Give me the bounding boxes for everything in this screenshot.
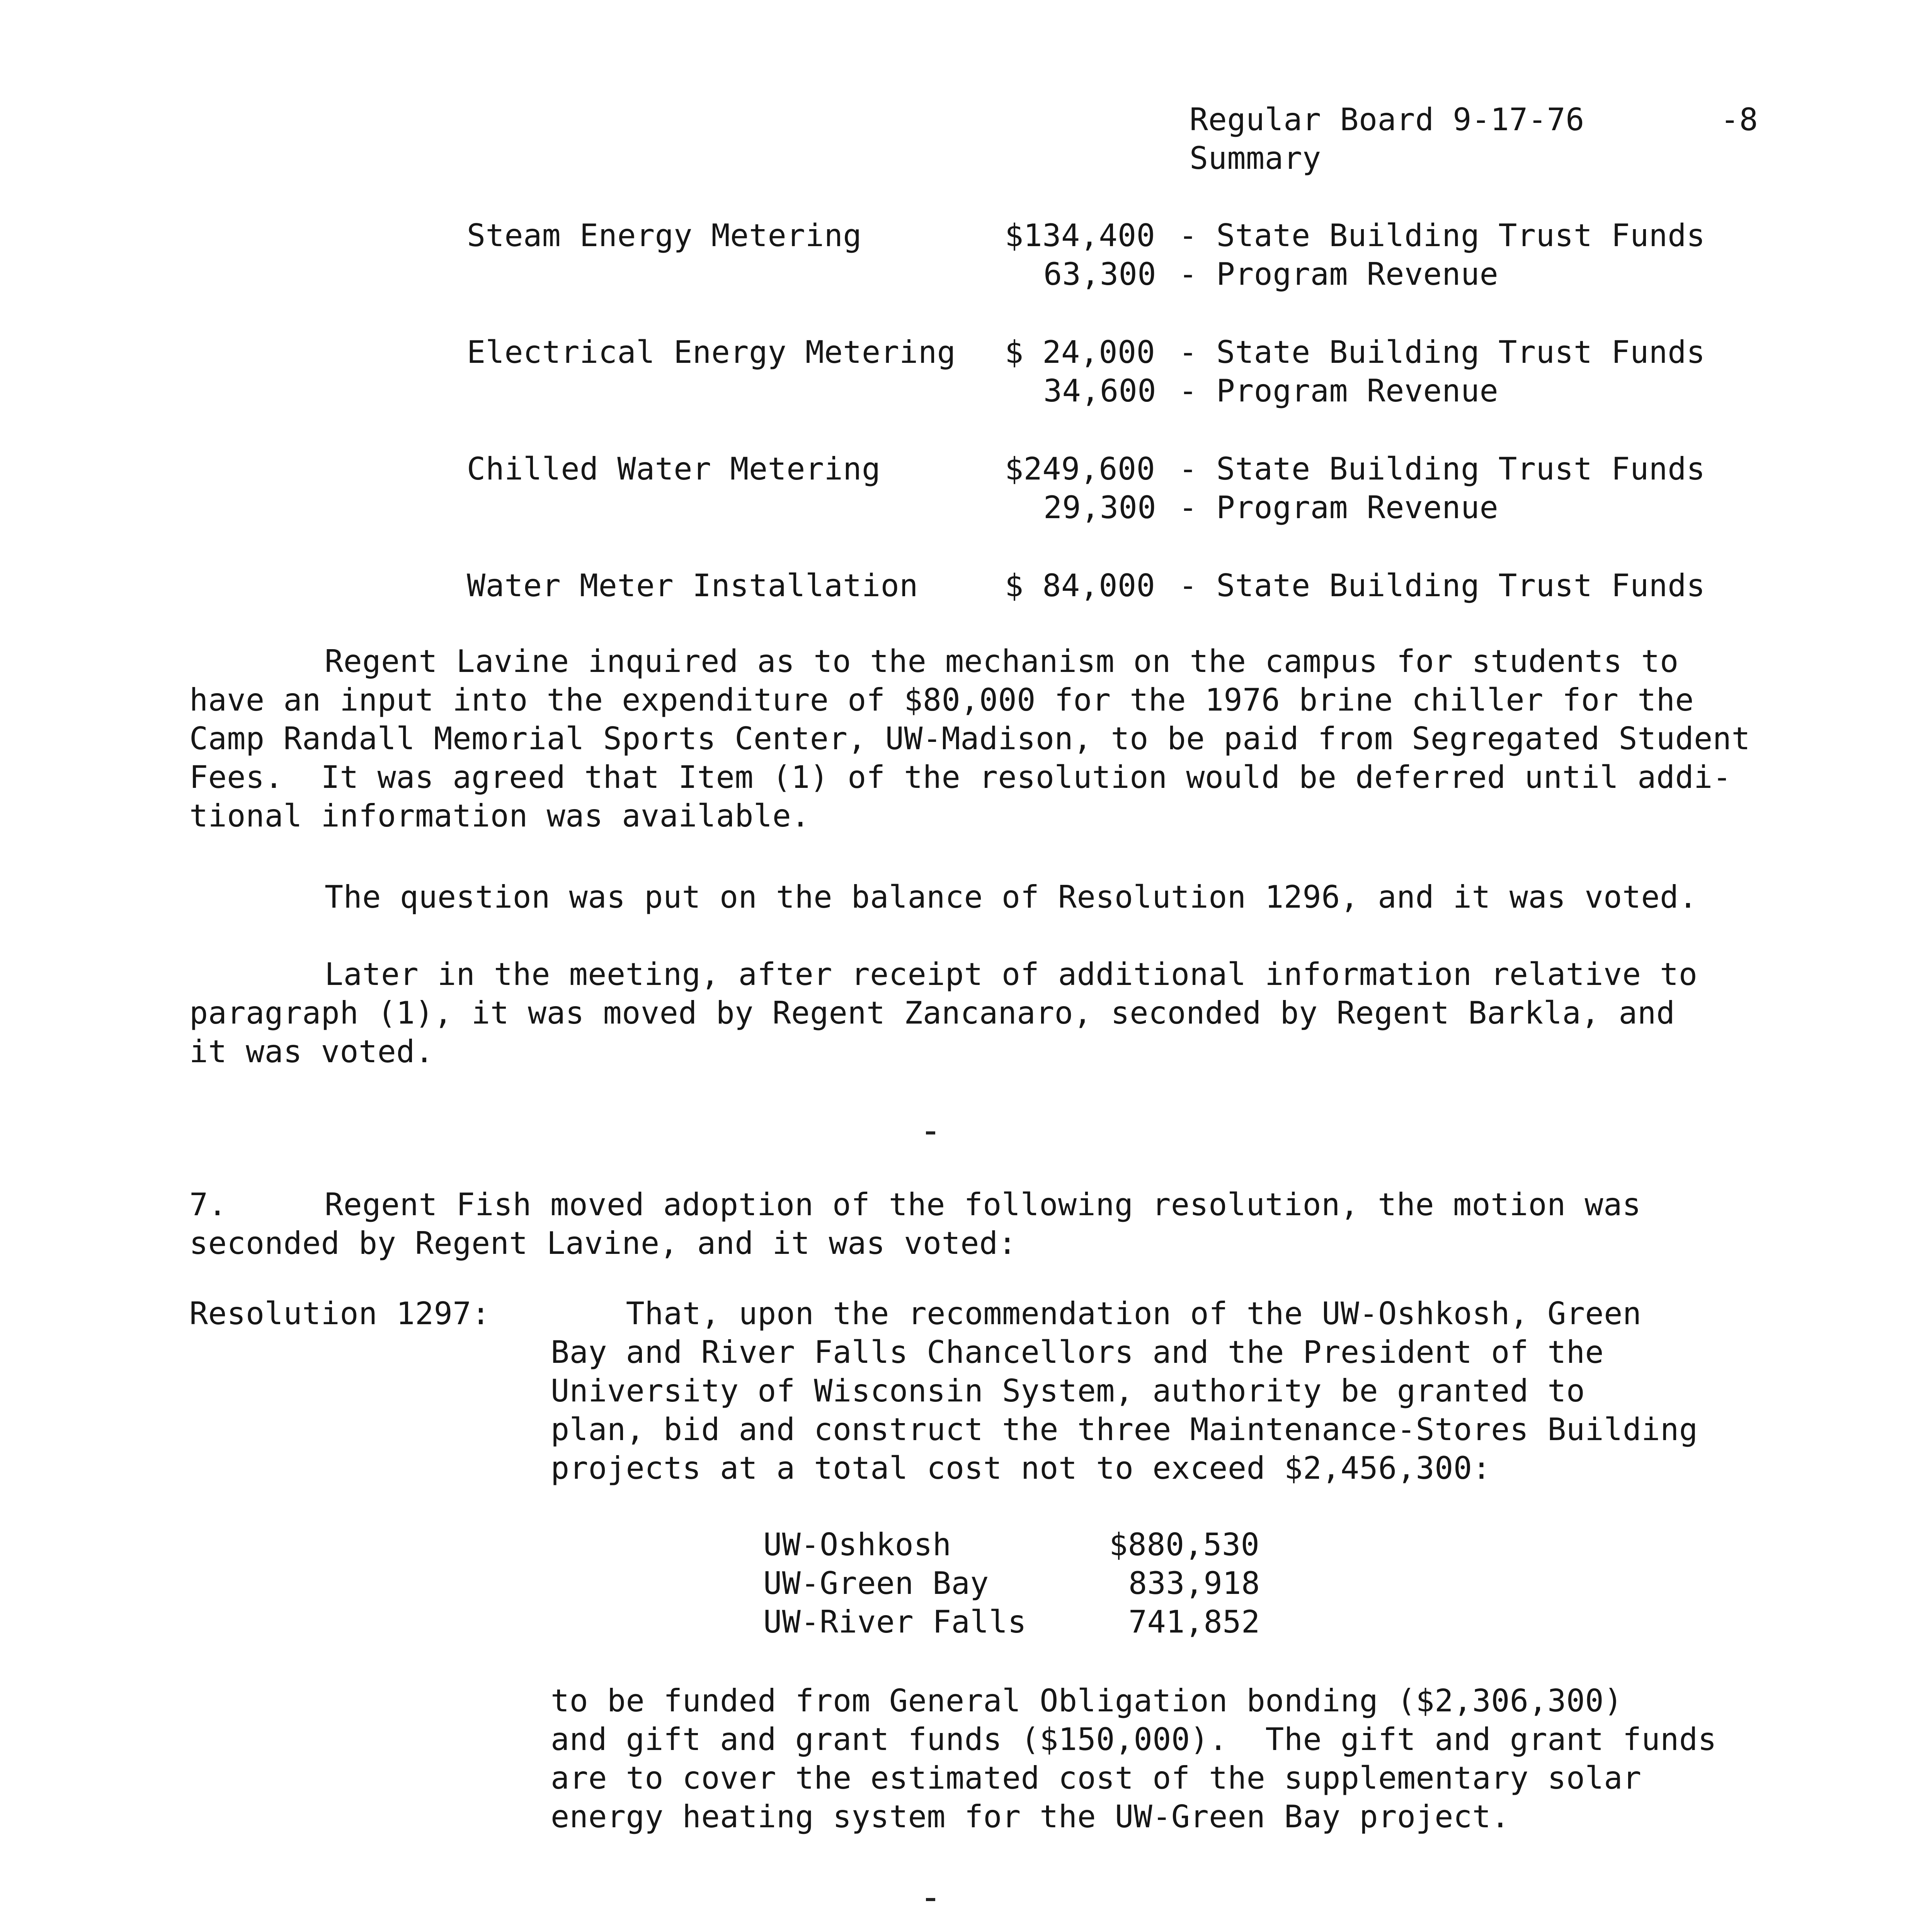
header-subtitle: Summary <box>1190 140 1321 176</box>
resolution-line: projects at a total cost not to exceed $2,456,300: <box>551 1450 1491 1486</box>
amount: $134,400 <box>1005 218 1156 253</box>
funding-text-line: energy heating system for the UW-Green Bay project. <box>551 1799 1510 1835</box>
funding-text-line: and gift and grant funds ($150,000). The gift and grant funds <box>551 1721 1717 1757</box>
funding-text-line: are to cover the estimated cost of the supplementary solar <box>551 1760 1642 1796</box>
funding-source: - State Building Trust Funds <box>1179 451 1705 487</box>
funding-source: - State Building Trust Funds <box>1179 568 1705 604</box>
project-name: Steam Energy Metering <box>467 218 862 253</box>
amount: $ 84,000 <box>1005 568 1156 604</box>
header-page-number: -8 <box>1720 102 1758 138</box>
paragraph-line: Regent Lavine inquired as to the mechanism on the campus for students to <box>325 643 1679 679</box>
item-intro-line: Regent Fish moved adoption of the following resolution, the motion was <box>325 1187 1641 1223</box>
project-name: Water Meter Installation <box>467 568 918 604</box>
resolution-label: Resolution 1297: <box>189 1296 490 1332</box>
campus-name: UW-Oshkosh <box>763 1527 951 1563</box>
paragraph-line: Camp Randall Memorial Sports Center, UW-Madison, to be paid from Segregated Student <box>189 721 1751 757</box>
funding-source: - Program Revenue <box>1179 373 1499 409</box>
paragraph-line: tional information was available. <box>189 798 810 834</box>
item-intro-line: seconded by Regent Lavine, and it was voted: <box>189 1225 1017 1261</box>
paragraph-line: it was voted. <box>189 1034 434 1070</box>
campus-name: UW-River Falls <box>763 1604 1027 1640</box>
resolution-line: That, upon the recommendation of the UW-Oshkosh, Green <box>551 1296 1642 1332</box>
campus-amount: 833,918 <box>1128 1565 1260 1601</box>
paragraph-line: Fees. It was agreed that Item (1) of the resolution would be deferred until addi- <box>189 759 1732 795</box>
paragraph-line: paragraph (1), it was moved by Regent Zancanaro, seconded by Regent Barkla, and <box>189 995 1675 1031</box>
amount: 29,300 <box>1043 490 1156 526</box>
paragraph-line: Later in the meeting, after receipt of additional information relative to <box>325 956 1698 992</box>
campus-amount: $880,530 <box>1109 1527 1260 1563</box>
resolution-line: Bay and River Falls Chancellors and the President of the <box>551 1334 1604 1370</box>
funding-source: - Program Revenue <box>1179 490 1499 526</box>
section-separator <box>926 1131 935 1134</box>
resolution-line: plan, bid and construct the three Maintenance-Stores Building <box>551 1412 1698 1447</box>
section-separator <box>926 1898 935 1901</box>
amount: 63,300 <box>1043 256 1156 292</box>
funding-source: - Program Revenue <box>1179 256 1499 292</box>
header-title: Regular Board 9-17-76 <box>1190 102 1584 138</box>
paragraph-line: have an input into the expenditure of $80,000 for the 1976 brine chiller for the <box>189 682 1694 718</box>
campus-name: UW-Green Bay <box>763 1565 989 1601</box>
funding-source: - State Building Trust Funds <box>1179 218 1705 253</box>
item-number: 7. <box>189 1187 227 1223</box>
project-name: Chilled Water Metering <box>467 451 881 487</box>
amount: 34,600 <box>1043 373 1156 409</box>
project-name: Electrical Energy Metering <box>467 334 956 370</box>
amount: $249,600 <box>1005 451 1156 487</box>
campus-amount: 741,852 <box>1128 1604 1260 1640</box>
amount: $ 24,000 <box>1005 334 1156 370</box>
funding-source: - State Building Trust Funds <box>1179 334 1705 370</box>
funding-text-line: to be funded from General Obligation bonding ($2,306,300) <box>551 1683 1623 1719</box>
resolution-line: University of Wisconsin System, authority be granted to <box>551 1373 1585 1409</box>
question-put-paragraph: The question was put on the balance of Resolution 1296, and it was voted. <box>325 879 1698 915</box>
